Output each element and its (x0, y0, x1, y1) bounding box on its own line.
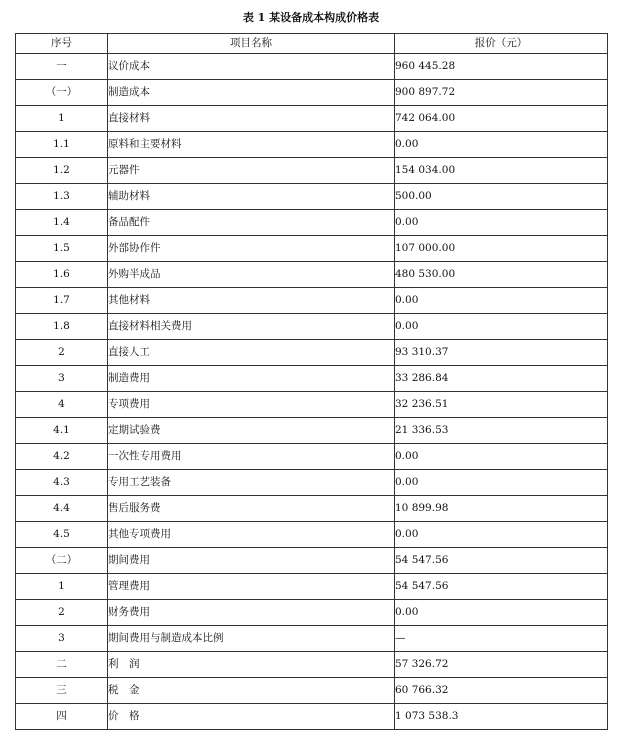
item-name-cell: 一次性专用费用 (108, 444, 395, 470)
serial-cell: 1.4 (16, 210, 108, 236)
price-cell: 10 899.98 (395, 496, 608, 522)
serial-cell: 4.5 (16, 522, 108, 548)
table-row (16, 314, 608, 340)
table-row (16, 652, 608, 678)
serial-cell: 4.4 (16, 496, 108, 522)
serial-cell: 3 (16, 366, 108, 392)
item-name-cell: 利 润 (108, 652, 395, 678)
table-row (16, 678, 608, 704)
price-cell: 54 547.56 (395, 574, 608, 600)
item-name-cell: 期间费用与制造成本比例 (108, 626, 395, 652)
serial-cell: （一） (16, 80, 108, 106)
serial-cell: 1.8 (16, 314, 108, 340)
price-cell: 54 547.56 (395, 548, 608, 574)
table-row (16, 184, 608, 210)
price-cell: 480 530.00 (395, 262, 608, 288)
price-cell: 1 073 538.3 (395, 704, 608, 730)
serial-cell: 4.2 (16, 444, 108, 470)
serial-cell: 1 (16, 574, 108, 600)
cost-table (15, 33, 608, 730)
serial-cell: 2 (16, 600, 108, 626)
price-cell: 742 064.00 (395, 106, 608, 132)
table-row (16, 132, 608, 158)
item-name-cell: 元器件 (108, 158, 395, 184)
item-name-cell: 制造费用 (108, 366, 395, 392)
table-row (16, 600, 608, 626)
serial-cell: （二） (16, 548, 108, 574)
item-name-cell: 议价成本 (108, 54, 395, 80)
price-cell: 0.00 (395, 210, 608, 236)
price-cell: 57 326.72 (395, 652, 608, 678)
price-cell: 60 766.32 (395, 678, 608, 704)
item-name-cell: 价 格 (108, 704, 395, 730)
serial-cell: 1.7 (16, 288, 108, 314)
item-name-cell: 税 金 (108, 678, 395, 704)
serial-cell: 4.1 (16, 418, 108, 444)
table-row (16, 470, 608, 496)
serial-cell: 4.3 (16, 470, 108, 496)
price-cell: 0.00 (395, 444, 608, 470)
price-cell: 0.00 (395, 314, 608, 340)
table-row (16, 574, 608, 600)
table-row (16, 236, 608, 262)
serial-cell: 2 (16, 340, 108, 366)
table-row (16, 704, 608, 730)
serial-cell: 二 (16, 652, 108, 678)
item-name-cell: 定期试验费 (108, 418, 395, 444)
serial-cell: 三 (16, 678, 108, 704)
price-cell: 500.00 (395, 184, 608, 210)
serial-cell: 一 (16, 54, 108, 80)
item-name-cell: 制造成本 (108, 80, 395, 106)
price-cell: 32 236.51 (395, 392, 608, 418)
header-item-name: 项目名称 (108, 34, 395, 54)
price-cell: 0.00 (395, 470, 608, 496)
item-name-cell: 期间费用 (108, 548, 395, 574)
item-name-cell: 外购半成品 (108, 262, 395, 288)
table-row (16, 106, 608, 132)
price-cell: 0.00 (395, 522, 608, 548)
header-price: 报价（元） (395, 34, 608, 54)
price-cell: 93 310.37 (395, 340, 608, 366)
serial-cell: 1.1 (16, 132, 108, 158)
item-name-cell: 专用工艺装备 (108, 470, 395, 496)
price-cell: 107 000.00 (395, 236, 608, 262)
serial-cell: 1.5 (16, 236, 108, 262)
serial-cell: 1.3 (16, 184, 108, 210)
item-name-cell: 辅助材料 (108, 184, 395, 210)
item-name-cell: 原料和主要材料 (108, 132, 395, 158)
item-name-cell: 专项费用 (108, 392, 395, 418)
item-name-cell: 直接材料相关费用 (108, 314, 395, 340)
price-cell: 0.00 (395, 288, 608, 314)
table-row (16, 54, 608, 80)
item-name-cell: 财务费用 (108, 600, 395, 626)
table-caption: 表 1 某设备成本构成价格表 (242, 11, 380, 24)
header-serial: 序号 (16, 34, 108, 54)
price-cell: 960 445.28 (395, 54, 608, 80)
price-cell: 154 034.00 (395, 158, 608, 184)
item-name-cell: 管理费用 (108, 574, 395, 600)
table-row (16, 80, 608, 106)
serial-cell: 四 (16, 704, 108, 730)
item-name-cell: 外部协作件 (108, 236, 395, 262)
table-row (16, 444, 608, 470)
price-cell: 33 286.84 (395, 366, 608, 392)
table-body (16, 54, 608, 730)
price-cell: — (395, 626, 608, 652)
table-row (16, 366, 608, 392)
item-name-cell: 直接材料 (108, 106, 395, 132)
table-header-row (16, 34, 608, 54)
item-name-cell: 直接人工 (108, 340, 395, 366)
table-row (16, 262, 608, 288)
table-row (16, 626, 608, 652)
serial-cell: 1.2 (16, 158, 108, 184)
price-cell: 900 897.72 (395, 80, 608, 106)
price-cell: 0.00 (395, 132, 608, 158)
serial-cell: 1 (16, 106, 108, 132)
table-row (16, 288, 608, 314)
table-row (16, 210, 608, 236)
table-row (16, 392, 608, 418)
item-name-cell: 售后服务费 (108, 496, 395, 522)
serial-cell: 4 (16, 392, 108, 418)
item-name-cell: 其他材料 (108, 288, 395, 314)
serial-cell: 3 (16, 626, 108, 652)
table-row (16, 548, 608, 574)
table-row (16, 496, 608, 522)
serial-cell: 1.6 (16, 262, 108, 288)
table-row (16, 158, 608, 184)
price-cell: 21 336.53 (395, 418, 608, 444)
table-row (16, 418, 608, 444)
item-name-cell: 备品配件 (108, 210, 395, 236)
price-cell: 0.00 (395, 600, 608, 626)
table-row (16, 522, 608, 548)
item-name-cell: 其他专项费用 (108, 522, 395, 548)
table-row (16, 340, 608, 366)
